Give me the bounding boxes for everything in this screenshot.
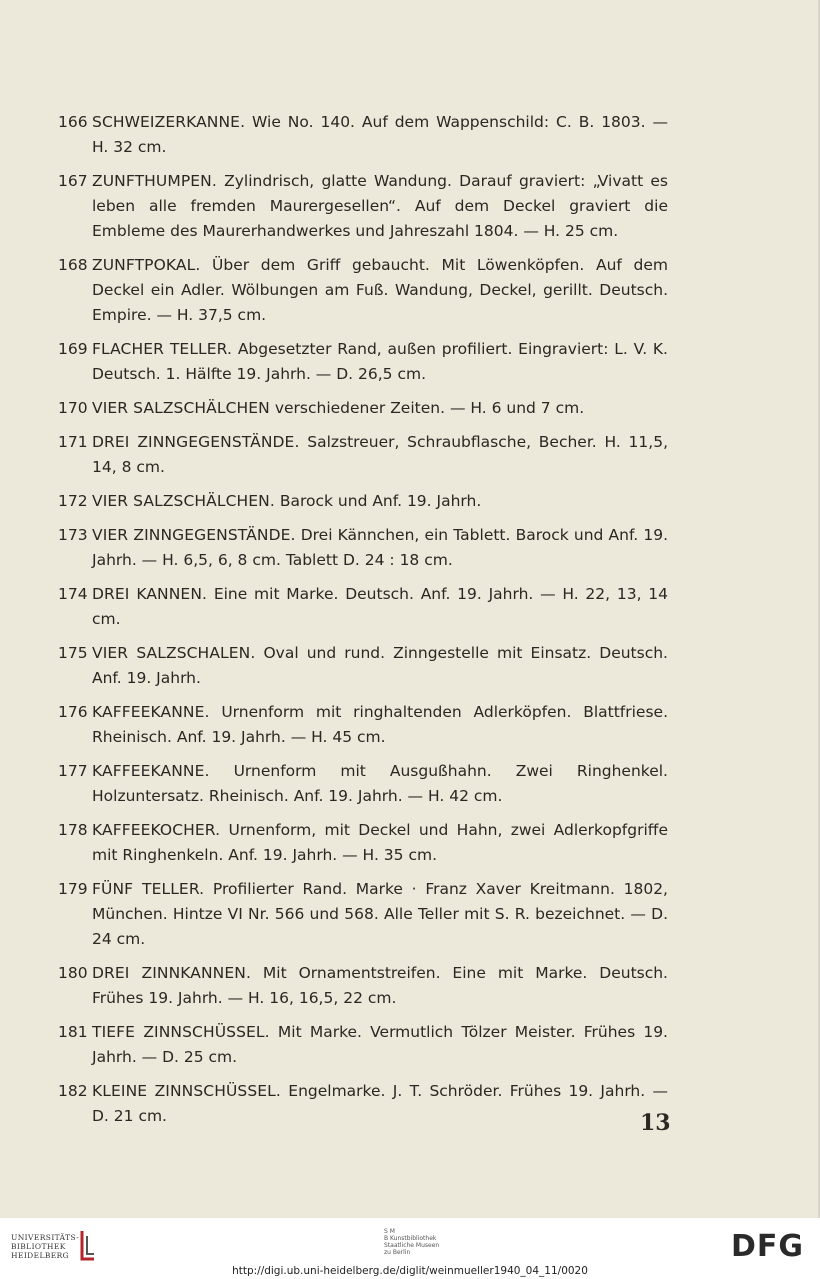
entry-title: ZUNFTPOKAL. (92, 256, 201, 274)
entry-number: 177 (58, 762, 88, 780)
catalog-entry (58, 489, 668, 514)
entry-title: FÜNF TELLER. (92, 880, 205, 898)
entry-text: Urnenform mit ringhaltenden Adlerköpfen. Blattfriese. Rheinisch. Anf. 19. Jahrh. — H. 45 cm. (92, 703, 668, 746)
university-logo-icon (78, 1228, 98, 1262)
stamp-line: S M (384, 1228, 395, 1235)
entry-text: Urnenform, mit Deckel und Hahn, zwei Adlerkopfgriffe mit Ringhenkeln. Anf. 19. Jahrh. — H. 35 cm. (92, 821, 668, 864)
entry-text: Eine mit Marke. Deutsch. Anf. 19. Jahrh. — H. 22, 13, 14 cm. (92, 585, 668, 628)
library-stamp (384, 1228, 439, 1256)
entry-text: Über dem Griff gebaucht. Mit Löwenköpfen. Auf dem Deckel ein Adler. Wölbungen am Fuß. Wandung, Deckel, gerillt. Deutsch. Empire. — H. 37,5 cm. (92, 256, 668, 324)
catalog-entry (58, 396, 668, 421)
catalog-entry (58, 700, 668, 750)
entry-title: DREI ZINNKANNEN. (92, 964, 251, 982)
entry-text: Salzstreuer, Schraubflasche, Becher. H. 11,5, 14, 8 cm. (92, 433, 668, 476)
stamp-line: zu Berlin (384, 1249, 411, 1256)
entry-title: TIEFE ZINNSCHÜSSEL. (92, 1023, 270, 1041)
entry-text: Drei Kännchen, ein Tablett. Barock und Anf. 19. Jahrh. — H. 6,5, 6, 8 cm. Tablett D. 24 : 18 cm. (92, 526, 668, 569)
catalog-entry (58, 523, 668, 573)
entry-number: 181 (58, 1023, 88, 1041)
entry-text: Wie No. 140. Auf dem Wappenschild: C. B. 1803. — H. 32 cm. (92, 113, 668, 156)
entry-number: 178 (58, 821, 88, 839)
catalog-entry (58, 877, 668, 952)
entry-title: KAFFEEKOCHER. (92, 821, 221, 839)
entry-title: KAFFEEKANNE. (92, 762, 210, 780)
university-line: UNIVERSITÄTS- (11, 1233, 80, 1242)
entry-text: Profilierter Rand. Marke · Franz Xaver Kreitmann. 1802, München. Hintze VI Nr. 566 und 568. Alle Teller mit S. R. bezeichnet. — D. 24 cm. (92, 880, 668, 948)
entry-text: Urnenform mit Ausgußhahn. Zwei Ringhenkel. Holzuntersatz. Rheinisch. Anf. 19. Jahrh. — H. 42 cm. (92, 762, 668, 805)
entry-number: 173 (58, 526, 88, 544)
entry-number: 174 (58, 585, 88, 603)
entry-title: VIER SALZSCHALEN. (92, 644, 256, 662)
entry-number: 171 (58, 433, 88, 451)
entry-number: 176 (58, 703, 88, 721)
catalog-entry (58, 169, 668, 244)
catalog-entry (58, 253, 668, 328)
entry-number: 182 (58, 1082, 88, 1100)
entry-number: 167 (58, 172, 88, 190)
entry-number: 179 (58, 880, 88, 898)
catalog-entry (58, 1020, 668, 1070)
catalog-entry (58, 1079, 668, 1129)
catalog-entry (58, 961, 668, 1011)
entry-number: 168 (58, 256, 88, 274)
entry-title: VIER ZINNGEGENSTÄNDE. (92, 526, 296, 544)
entry-text: Mit Marke. Vermutlich Tölzer Meister. Frühes 19. Jahrh. — D. 25 cm. (92, 1023, 668, 1066)
entry-title: FLACHER TELLER. (92, 340, 233, 358)
entry-title: SCHWEIZERKANNE. (92, 113, 246, 131)
entry-text: Abgesetzter Rand, außen profiliert. Eingraviert: L. V. K. Deutsch. 1. Hälfte 19. Jahrh. — D. 26,5 cm. (92, 340, 668, 383)
catalog-entry (58, 430, 668, 480)
catalog-entry (58, 818, 668, 868)
catalog-entry (58, 641, 668, 691)
entry-number: 175 (58, 644, 88, 662)
university-line: BIBLIOTHEK (11, 1242, 66, 1251)
entry-number: 170 (58, 399, 88, 417)
entry-text: Mit Ornamentstreifen. Eine mit Marke. Deutsch. Frühes 19. Jahrh. — H. 16, 16,5, 22 cm. (92, 964, 668, 1007)
entry-title: KLEINE ZINNSCHÜSSEL. (92, 1082, 281, 1100)
entry-title: VIER SALZSCHÄLCHEN (92, 399, 270, 417)
entry-number: 166 (58, 113, 88, 131)
entry-number: 172 (58, 492, 88, 510)
entry-title: ZUNFTHUMPEN. (92, 172, 217, 190)
entry-title: DREI KANNEN. (92, 585, 208, 603)
catalog-entry (58, 759, 668, 809)
dfg-logo: DFG (731, 1229, 805, 1264)
university-line: HEIDELBERG (11, 1251, 70, 1260)
stamp-line: B Kunstbibliothek (384, 1235, 437, 1242)
entry-number: 180 (58, 964, 88, 982)
catalog-entry (58, 337, 668, 387)
entry-title: KAFFEEKANNE. (92, 703, 210, 721)
entry-text: Zylindrisch, glatte Wandung. Darauf graviert: „Vivatt es leben alle fremden Maurergesellen“. Auf dem Deckel graviert die Embleme des Maurerhandwerkes und Jahreszahl 1804. — H. 25 cm. (92, 172, 668, 240)
catalog-entry (58, 582, 668, 632)
catalog-entry (58, 110, 668, 160)
page-number: 13 (640, 1110, 671, 1136)
viewer-footer (0, 1218, 820, 1279)
entry-text: verschiedener Zeiten. — H. 6 und 7 cm. (274, 399, 585, 417)
entry-text: Engelmarke. J. T. Schröder. Frühes 19. Jahrh. — D. 21 cm. (92, 1082, 668, 1125)
entry-text: Barock und Anf. 19. Jahrh. (279, 492, 482, 510)
stamp-line: Staatliche Museen (384, 1242, 440, 1249)
entry-text: Oval und rund. Zinngestelle mit Einsatz. Deutsch. Anf. 19. Jahrh. (92, 644, 668, 687)
entry-number: 169 (58, 340, 88, 358)
university-library-label (11, 1233, 79, 1260)
permalink-url[interactable]: http://digi.ub.uni-heidelberg.de/diglit/weinmueller1940_04_11/0020 (232, 1265, 588, 1277)
entry-list (58, 110, 668, 1138)
entry-title: DREI ZINNGEGENSTÄNDE. (92, 433, 300, 451)
entry-title: VIER SALZSCHÄLCHEN. (92, 492, 275, 510)
